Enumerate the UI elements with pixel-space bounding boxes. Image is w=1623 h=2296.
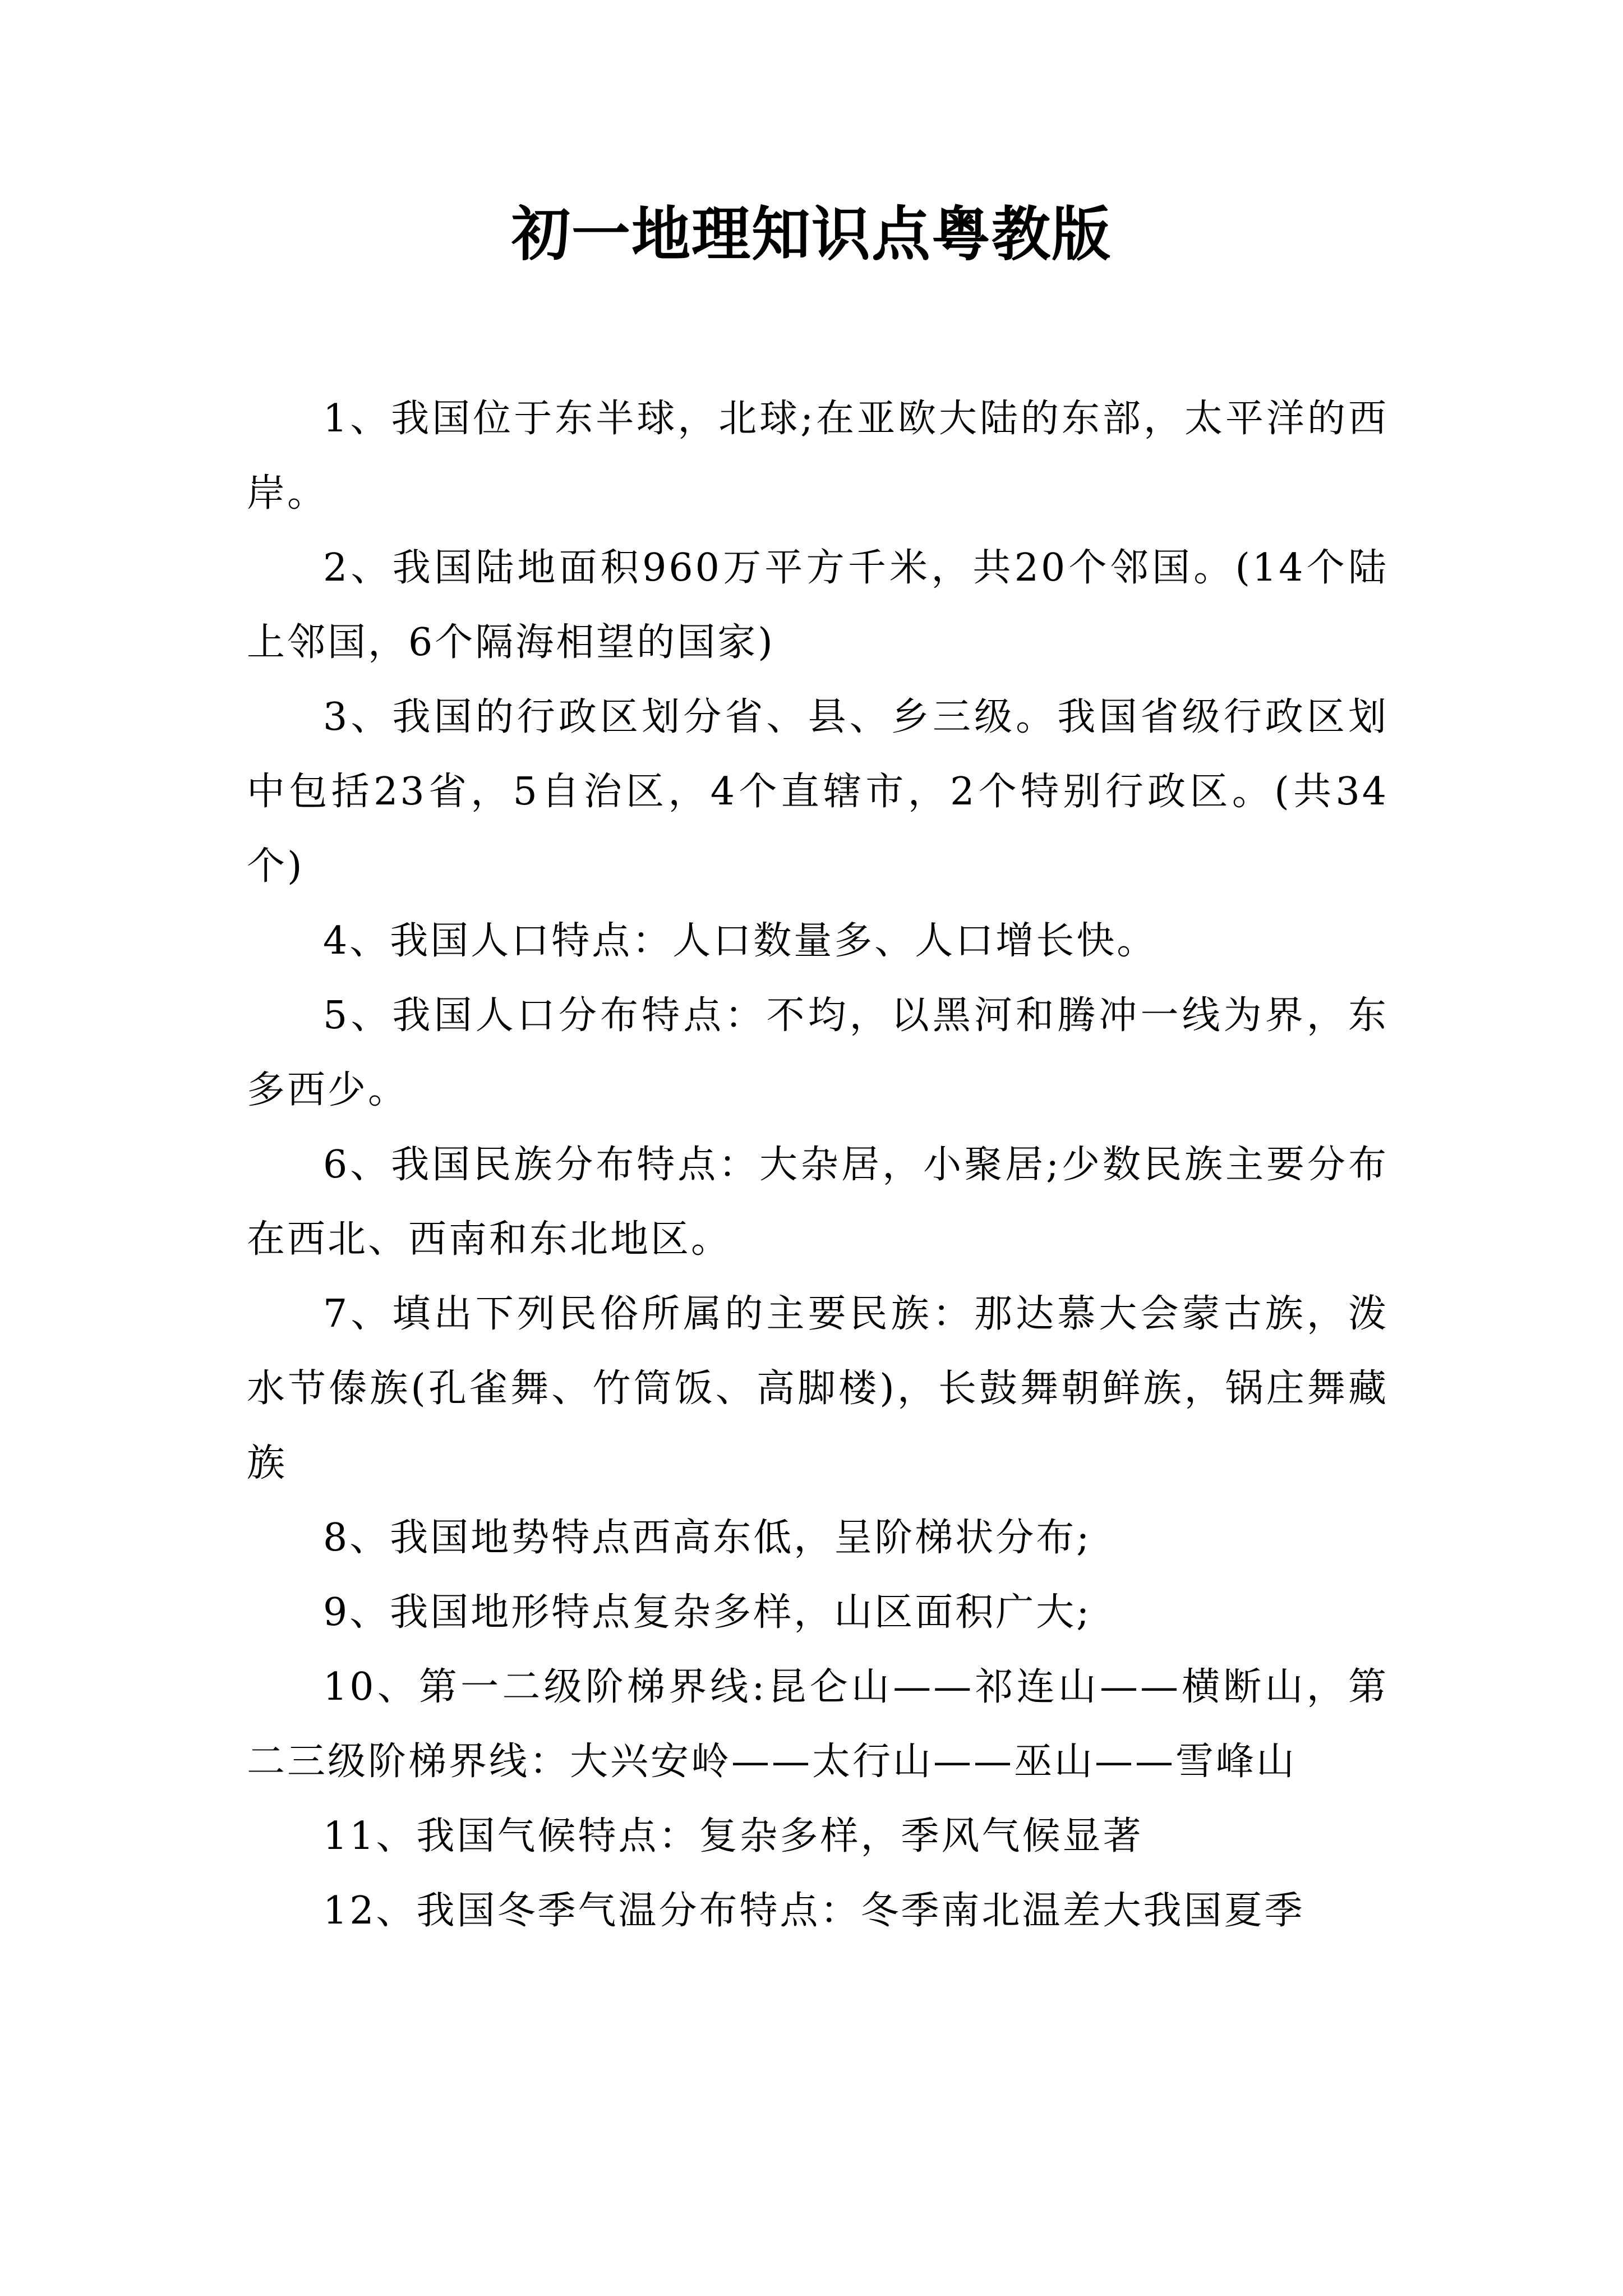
paragraph-2: 2、我国陆地面积960万平方千米，共20个邻国。(14个陆上邻国，6个隔海相望的国家) (247, 546, 1389, 665)
paragraph-9: 9、我国地形特点复杂多样，山区面积广大; (323, 1590, 1092, 1635)
paragraph-7: 7、填出下列民俗所属的主要民族：那达慕大会蒙古族，泼水节傣族(孔雀舞、竹筒饭、高脚楼)，长鼓舞朝鲜族，锅庄舞藏族 (247, 1292, 1389, 1485)
paragraph-1: 1、我国位于东半球，北球;在亚欧大陆的东部，太平洋的西岸。 (247, 397, 1389, 516)
paragraph-11: 11、我国气候特点：复杂多样，季风气候显著 (323, 1814, 1144, 1858)
paragraph-12: 12、我国冬季气温分布特点：冬季南北温差大我国夏季 (323, 1889, 1305, 1933)
paragraph-5: 5、我国人口分布特点：不均，以黑河和腾冲一线为界，东多西少。 (247, 993, 1389, 1112)
paragraph-10: 10、第一二级阶梯界线:昆仑山——祁连山——横断山，第二三级阶梯界线：大兴安岭——太行山——巫山——雪峰山 (247, 1665, 1389, 1784)
paragraph-3: 3、我国的行政区划分省、县、乡三级。我国省级行政区划中包括23省，5自治区，4个直辖市，2个特别行政区。(共34个) (247, 695, 1389, 889)
document-title: 初一地理知识点粤教版 (511, 199, 1112, 269)
paragraph-8: 8、我国地势特点西高东低，呈阶梯状分布; (323, 1516, 1092, 1560)
document-body (247, 381, 1389, 1948)
paragraph-6: 6、我国民族分布特点：大杂居，小聚居;少数民族主要分布在西北、西南和东北地区。 (247, 1143, 1389, 1262)
paragraph-4: 4、我国人口特点：人口数量多、人口增长快。 (323, 919, 1158, 963)
